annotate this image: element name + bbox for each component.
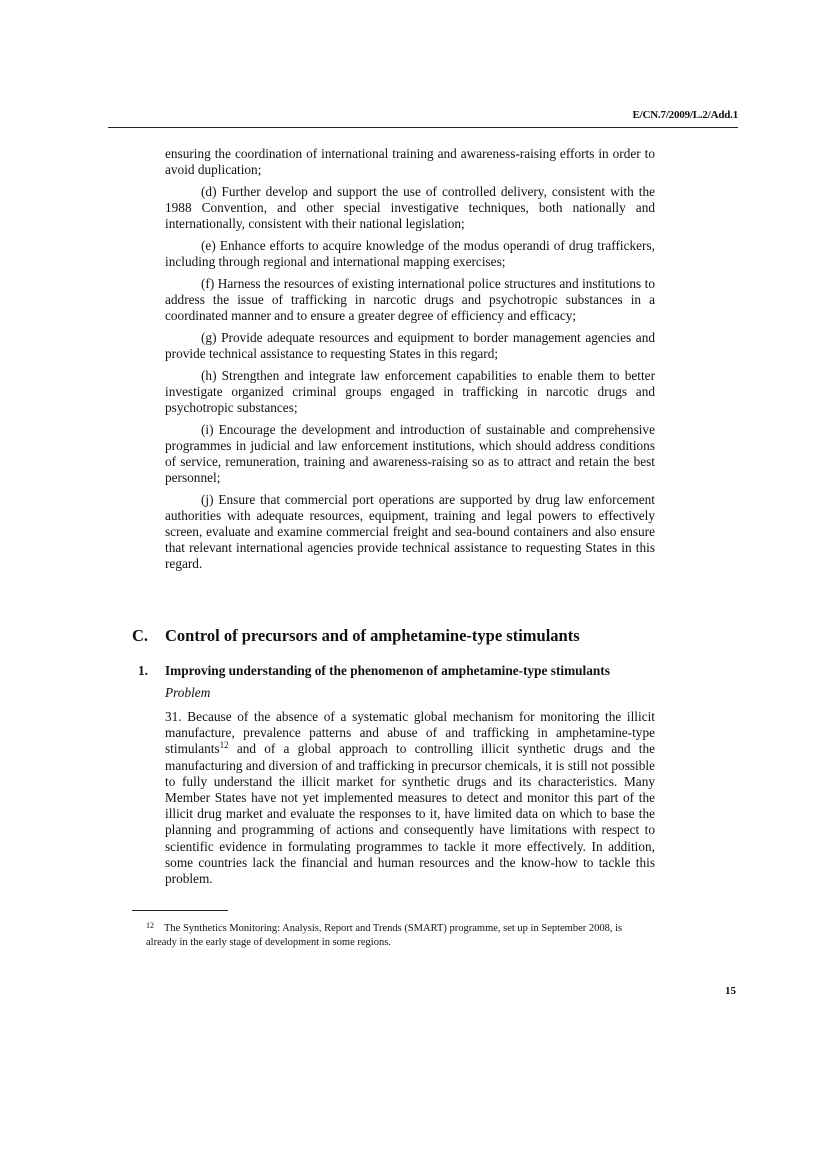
paragraph-continuation: ensuring the coordination of international training and awareness-raising efforts in order to avoid duplication; [165, 146, 655, 177]
paragraph-31 [165, 709, 655, 887]
footnote-text: The Synthetics Monitoring: Analysis, Report and Trends (SMART) programme, set up in September 2008, is already in the early stage of development in some regions. [146, 923, 623, 948]
document-symbol: E/CN.7/2009/L.2/Add.1 [632, 109, 738, 121]
footnote-reference[interactable]: 12 [219, 740, 229, 751]
subsection-title: Improving understanding of the phenomenon of amphetamine-type stimulants [165, 663, 610, 678]
section-heading [132, 626, 692, 646]
page-header [108, 109, 738, 128]
footnote-number: 12 [146, 921, 154, 930]
footnote-separator [132, 910, 228, 911]
paragraph-31-text-end: and of a global approach to controlling illicit synthetic drugs and the manufacturing and diversion of and trafficking in precursor chemicals, it is still not possible to fully understand the illicit market for synthetic drugs and its characteristics. Many Member States have not yet implemented measures to detect and monitor this part of the illicit drug market and evaluate the responses to it, have limited data on which to base the planning and programming of actions and consequently have limitations with respect to scientific evidence in formulating programmes to tackle it more effectively. In addition, some countries lack the financial and human resources and the know-how to tackle this problem. [165, 741, 655, 887]
paragraph-item-j: (j) Ensure that commercial port operations are supported by drug law enforcement authorities with adequate resources, equipment, training and legal powers to effectively screen, evaluate and examine commercial freight and sea-bound containers and also ensure that relevant international agencies provide technical assistance to requesting States in this regard. [165, 492, 655, 571]
paragraph-item-i: (i) Encourage the development and introduction of sustainable and comprehensive programmes in judicial and law enforcement institutions, which should address conditions of service, remuneration, training and awareness-raising so as to attract and retain the best personnel; [165, 422, 655, 485]
paragraph-item-e: (e) Enhance efforts to acquire knowledge of the modus operandi of drug traffickers, including through regional and international mapping exercises; [165, 238, 655, 269]
paragraph-item-d: (d) Further develop and support the use of controlled delivery, consistent with the 1988 Convention, and other special investigative techniques, both nationally and internationally, consistent with their national legislation; [165, 184, 655, 231]
paragraph-item-g: (g) Provide adequate resources and equipment to border management agencies and provide technical assistance to requesting States in this regard; [165, 330, 655, 361]
section-title: Control of precursors and of amphetamine-type stimulants [165, 626, 580, 645]
section-label: C. [132, 626, 149, 645]
subsection-label: 1. [138, 663, 148, 678]
page-number: 15 [725, 985, 736, 997]
body-text [165, 146, 655, 578]
subsection-heading [138, 663, 698, 679]
paragraph-item-f: (f) Harness the resources of existing international police structures and institutions to address the issue of trafficking in narcotic drugs and psychotropic substances in a coordinated manner and to ensure a greater degree of efficiency and efficacy; [165, 276, 655, 323]
paragraph-31-text-start: 31. Because of the absence of a systematic global mechanism for monitoring the illicit manufacture, prevalence patterns and abuse of and trafficking in amphetamine-type stimulants [165, 709, 655, 757]
paragraph-item-h: (h) Strengthen and integrate law enforcement capabilities to enable them to better investigate organized criminal groups engaged in trafficking in narcotic drugs and psychotropic substances; [165, 368, 655, 415]
footnote [146, 919, 646, 950]
problem-label: Problem [165, 685, 211, 700]
